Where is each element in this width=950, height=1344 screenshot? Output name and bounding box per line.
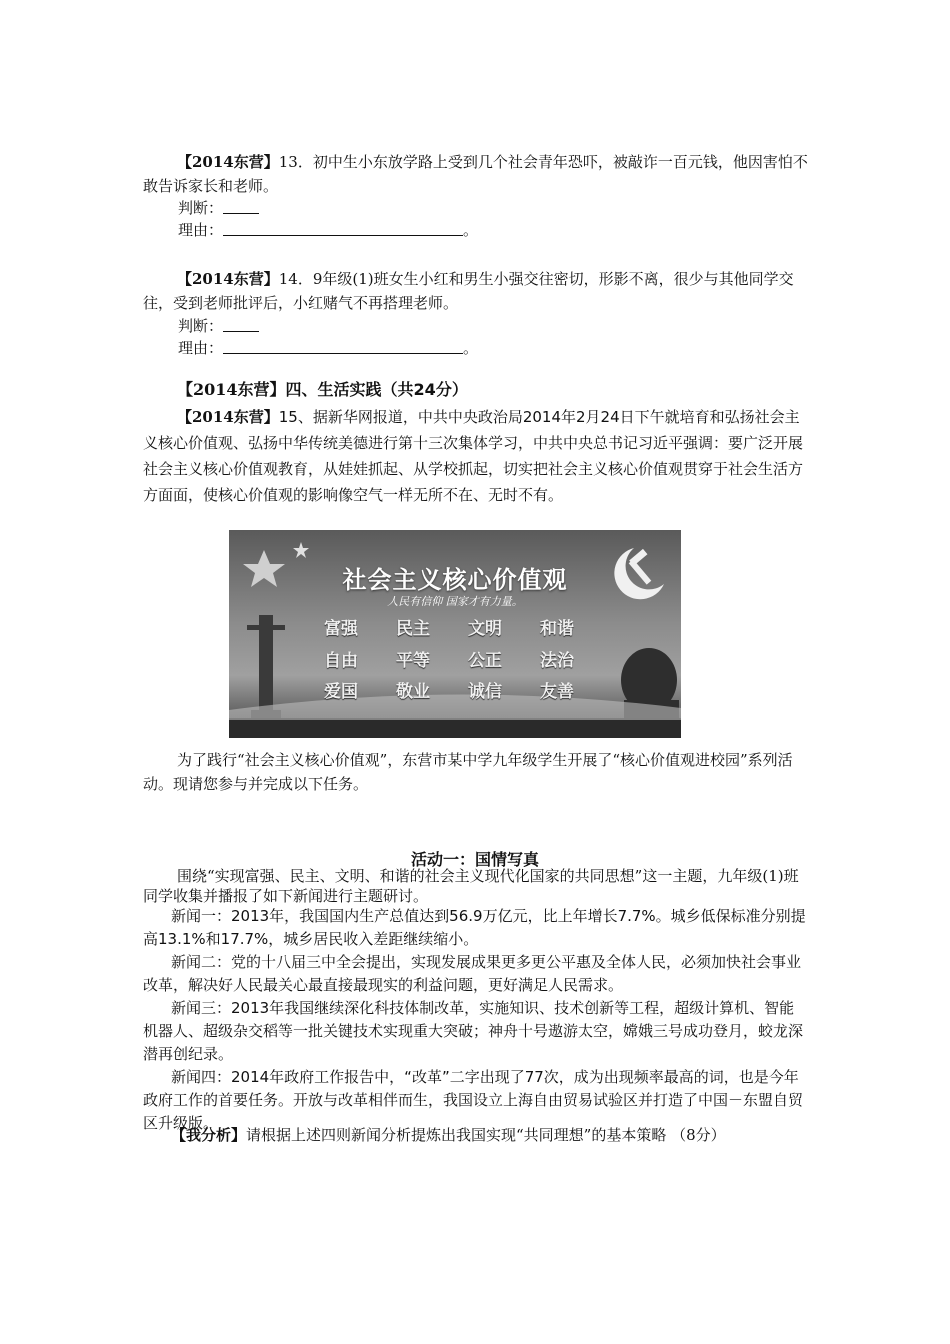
period: 。 [463,221,479,239]
banner-value: 平等 [396,651,430,671]
banner-value: 诚信 [468,682,502,702]
reason-blank[interactable] [223,339,463,354]
question-15 [143,404,808,508]
question-14 [143,267,808,315]
question-14-judge-line [178,316,259,336]
activity-1-title: 活动一：国情写真 [410,850,539,869]
banner-value: 富强 [324,619,358,639]
question-14-reason-line [178,338,478,358]
part-4-title: 四、生活实践（共24分） [285,380,468,399]
banner-title: 社会主义核心价值观 [342,566,568,594]
banner-value: 爱国 [324,682,358,702]
reason-label: 理由： [178,339,224,357]
judge-blank[interactable] [223,317,259,332]
banner-value: 友善 [540,682,574,702]
judge-label: 判断： [178,199,224,217]
activity-intro: 为了践行“社会主义核心价值观”，东营市某中学九年级学生开展了“核心价值观进校园”系列活动。现请您参与并完成以下任务。 [143,751,793,793]
question-14-tag: 【2014东营】 [177,270,279,288]
analysis-tag: 【我分析】 [171,1126,247,1144]
analysis-prompt [143,1123,808,1147]
news-3: 新闻三：2013年我国继续深化科技体制改革，实施知识、技术创新等工程，超级计算机、智能机器人、超级杂交稻等一批关键技术实现重大突破；神舟十号遨游太空，嫦娥三号成功登月，蛟龙深潜再创纪录。 [143,999,804,1063]
banner-value: 公正 [468,651,502,671]
question-13-text: 13．初中生小东放学路上受到几个社会青年恐吓，被敲诈一百元钱，他因害怕不敢告诉家长和老师。 [143,153,808,195]
part-4-heading [177,378,842,402]
reason-label: 理由： [178,221,224,239]
question-14-text: 14．9年级(1)班女生小红和男生小强交往密切，形影不离，很少与其他同学交往，受到老师批评后，小红赌气不再搭理老师。 [143,270,794,312]
news-2: 新闻二：党的十八届三中全会提出，实现发展成果更多更公平惠及全体人民，必须加快社会事业改革，解决好人民最关心最直接最现实的利益问题，更好满足人民需求。 [143,953,802,994]
judge-label: 判断： [178,317,224,335]
banner-value: 法治 [540,651,574,671]
period: 。 [463,339,479,357]
banner-value: 文明 [468,619,502,639]
banner-value: 和谐 [540,619,574,639]
question-13 [143,150,808,198]
core-values-banner [229,530,681,738]
banner-value: 民主 [396,619,430,639]
small-star-icon [293,542,309,558]
banner-value: 敬业 [396,682,430,702]
news-1: 新闻一：2013年，我国国内生产总值达到56.9万亿元，比上年增长7.7%。城乡低保标准分别提高13.1%和17.7%，城乡居民收入差距继续缩小。 [143,907,806,948]
judge-blank[interactable] [223,199,259,214]
banner-row-2 [324,646,574,671]
question-13-tag: 【2014东营】 [177,153,279,171]
reason-blank[interactable] [223,221,463,236]
analysis-text: 请根据上述四则新闻分析提炼出我国实现“共同理想”的基本策略 （8分） [246,1126,726,1144]
banner-value: 自由 [324,651,358,671]
question-13-judge-line [178,198,259,218]
news-4: 新闻四：2014年政府工作报告中，“改革”二字出现了77次，成为出现频率最高的词，也是今年政府工作的首要任务。开放与改革相伴而生，我国设立上海自由贸易试验区并打造了中国－东盟自贸区升级版。 [143,1068,804,1132]
part-4-tag: 【2014东营】 [177,380,286,399]
question-13-reason-line [178,220,478,240]
banner-row-1 [324,614,574,639]
question-15-tag: 【2014东营】 [177,408,279,426]
question-15-text: 15、据新华网报道，中共中央政治局2014年2月24日下午就培育和弘扬社会主义核心价值观、弘扬中华传统美德进行第十三次集体学习，中共中央总书记习近平强调：要广泛开展社会主义核心价值观教育，从娃娃抓起、从学校抓起，切实把社会主义核心价值观贯穿于社会生活方方面面，使核心价值观的影响像空气一样无所不在、无时不有。 [143,408,804,504]
activity-1-intro: 围绕“实现富强、民主、文明、和谐的社会主义现代化国家的共同思想”这一主题，九年级(1)班同学收集并播报了如下新闻进行主题研讨。 [143,867,799,905]
banner-row-3 [324,677,574,702]
banner-slogan: 人民有信仰 国家才有力量。 [387,595,523,608]
